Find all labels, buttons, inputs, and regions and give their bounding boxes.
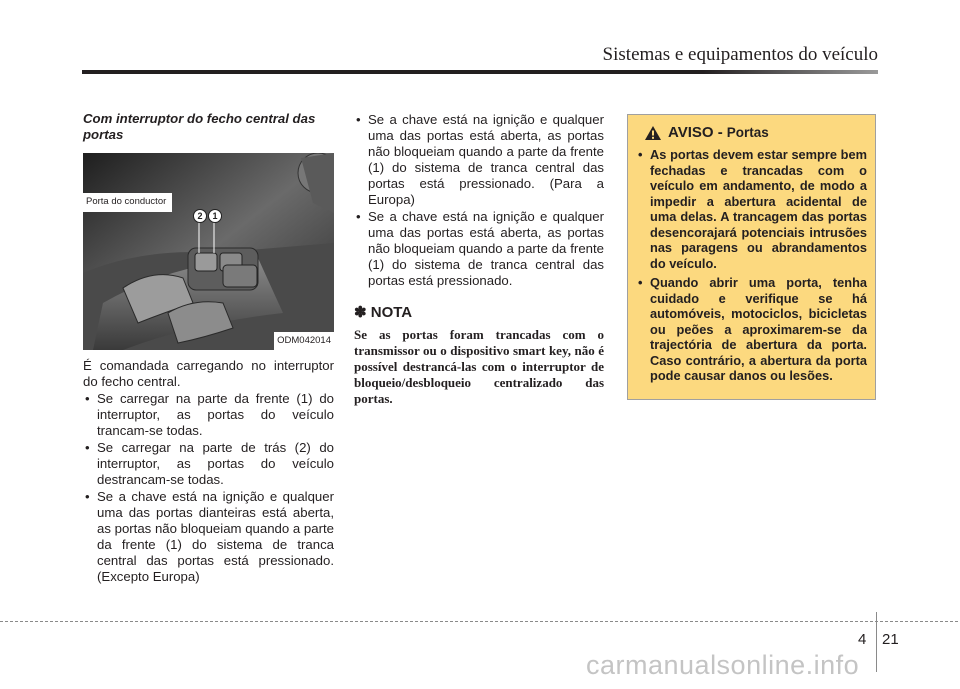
intro-paragraph: É comandada carregando no interruptor do fecho central. (83, 358, 334, 389)
list-item-text: Se a chave está na ignição e qualquer uma das portas está aberta, as portas não bloqueiam quando a parte da frente (1) do sistema de tranca central das portas está pressionado. (368, 209, 604, 288)
bullet-icon: • (638, 147, 643, 162)
watermark: carmanualsonline.info (586, 650, 860, 680)
section-subheading: Com interruptor do fecho central das portas (83, 111, 316, 142)
warning-title: AVISO - (668, 124, 723, 142)
list-item-text: As portas devem estar sempre bem fechadas e trancadas com o veículo em andamento, de modo a impedir a abertura acidental de uma delas. A trancagem das portas desencorajará potenciais intrusões nas paragens ou abrandamentos do veículo. (650, 147, 867, 271)
callout-badge-2: 2 (193, 209, 207, 223)
header-rule (82, 70, 878, 74)
bullet-icon: • (356, 209, 361, 224)
bullet-icon: • (85, 440, 90, 455)
door-switch-illustration (83, 153, 334, 350)
chapter-number: 4 (858, 631, 867, 648)
warning-box (627, 114, 876, 400)
middle-column (354, 111, 604, 407)
list-item (83, 391, 334, 439)
list-item (83, 489, 334, 585)
warning-header (644, 125, 867, 141)
footer-rule (0, 621, 960, 622)
bullet-icon: • (356, 112, 361, 127)
list-item-text: Se carregar na parte da frente (1) do interruptor, as portas do veículo trancam-se todas. (97, 391, 334, 438)
photo-code: ODM042014 (274, 332, 334, 350)
left-column (83, 111, 334, 585)
page-header-title: Sistemas e equipamentos do veículo (602, 44, 878, 65)
door-switch-photo (83, 153, 334, 350)
list-item (354, 112, 604, 208)
bullet-icon: • (638, 275, 643, 290)
list-item (636, 147, 867, 271)
note-title: ✽ NOTA (354, 304, 413, 321)
note-text: Se as portas foram trancadas com o transmissor ou o dispositivo smart key, não é possível destrancá-las com o interruptor de bloqueio/desbloqueio centralizado das portas. (354, 327, 604, 406)
photo-caption: Porta do conductor (83, 193, 172, 212)
footer-divider (876, 612, 877, 672)
middle-bullet-list (354, 112, 604, 289)
warning-triangle-icon (644, 125, 662, 141)
list-item (354, 209, 604, 289)
list-item-text: Quando abrir uma porta, tenha cuidado e verifique se há automóveis, motociclos, bicicletas ou peões a aproximarem-se da trajectória de abertura da porta. Caso contrário, a abertura da porta pode causar danos ou lesões. (650, 275, 867, 383)
bullet-icon: • (85, 391, 90, 406)
bullet-icon: • (85, 489, 90, 504)
page-number: 21 (882, 631, 899, 648)
warning-bullet-list (636, 147, 867, 384)
left-bullet-list (83, 391, 334, 585)
list-item (83, 440, 334, 488)
list-item-text: Se a chave está na ignição e qualquer uma das portas dianteiras está aberta, as portas não bloqueiam quando a parte da frente (1) do sistema de tranca central das portas está pressionado. (Excepto Europa) (97, 489, 334, 584)
callout-badge-1: 1 (208, 209, 222, 223)
list-item (636, 275, 867, 384)
list-item-text: Se a chave está na ignição e qualquer uma das portas está aberta, as portas não bloqueiam quando a parte da frente (1) do sistema de tranca central das portas está pressionado. (Para a Europa) (368, 112, 604, 207)
warning-subtitle: Portas (726, 125, 769, 141)
list-item-text: Se carregar na parte de trás (2) do interruptor, as portas do veículo destrancam-se todas. (97, 440, 334, 487)
